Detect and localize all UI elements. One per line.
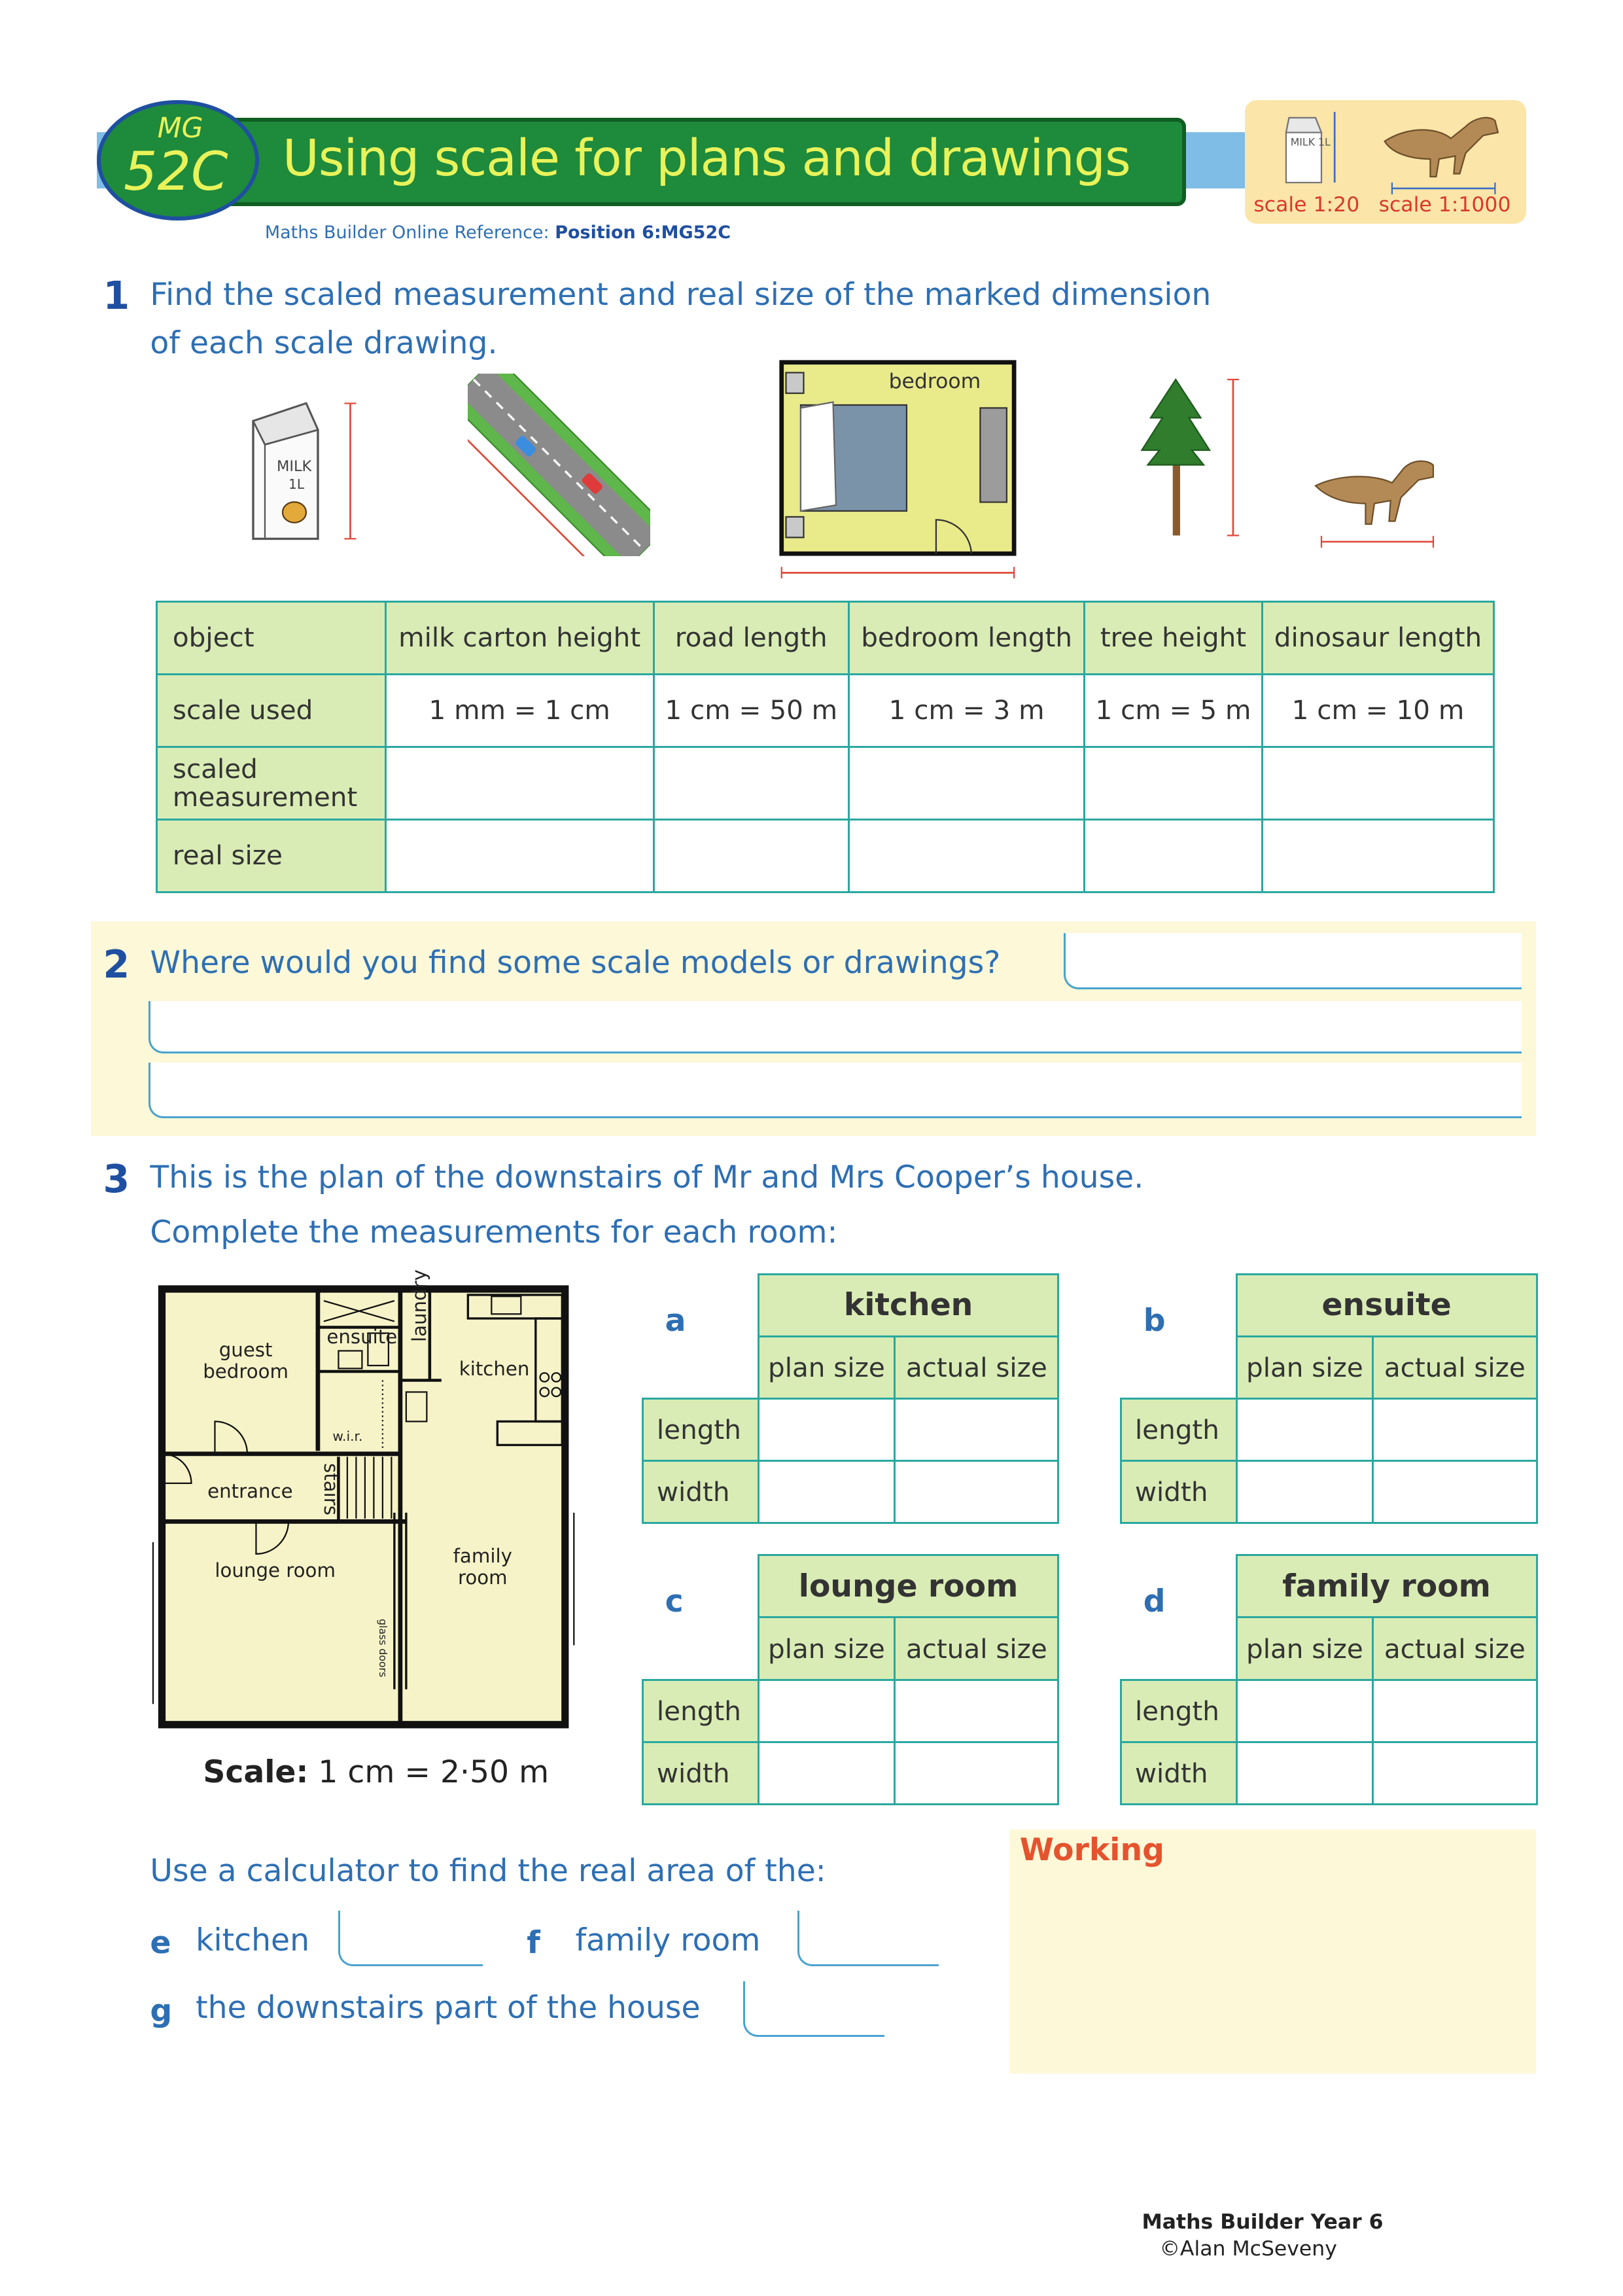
- road-drawing: [468, 374, 650, 556]
- object-dinosaur: dinosaur length: [1262, 601, 1494, 674]
- answer-cell[interactable]: [1373, 1742, 1537, 1804]
- reference-value: Position 6:MG52C: [555, 222, 731, 243]
- question-3-text-line2: Complete the measurements for each room:: [150, 1214, 838, 1250]
- answer-box-family-room-area[interactable]: [797, 1911, 939, 1966]
- question-3-text-line1: This is the plan of the downstairs of Mr and Mrs Cooper’s house.: [150, 1159, 1144, 1196]
- part-g-text: the downstairs part of the house: [196, 1990, 701, 2026]
- scale-dinosaur: 1 cm = 10 m: [1262, 674, 1494, 747]
- table-row-object: [157, 601, 1494, 674]
- part-f-letter: f: [527, 1925, 540, 1962]
- scale-milk-carton: 1 mm = 1 cm: [385, 674, 654, 747]
- row-label-object: object: [157, 601, 385, 674]
- answer-cell[interactable]: [848, 747, 1084, 819]
- bedroom-label: bedroom: [888, 369, 981, 393]
- room-title-ensuite: ensuite: [1236, 1274, 1537, 1336]
- footer-copyright: ©Alan McSeveny: [1159, 2236, 1337, 2261]
- answer-cell[interactable]: [1236, 1742, 1373, 1804]
- answer-cell[interactable]: [654, 819, 848, 892]
- question-1-text-line1: Find the scaled measurement and real size of the marked dimension: [150, 276, 1212, 313]
- plan-scale-label: Scale:: [203, 1754, 309, 1791]
- part-e-letter: e: [150, 1925, 171, 1962]
- col-plan-size: plan size: [1236, 1617, 1373, 1680]
- row-label-scaled-measurement: scaled measurement: [157, 747, 385, 819]
- answer-cell[interactable]: [758, 1461, 895, 1523]
- row-width: width: [1121, 1461, 1236, 1523]
- question-2-number: 2: [103, 942, 130, 987]
- answer-cell[interactable]: [1262, 747, 1494, 819]
- room-letter-a: a: [665, 1302, 686, 1339]
- badge-code: 52C: [123, 141, 228, 203]
- col-plan-size: plan size: [758, 1617, 895, 1680]
- answer-cell[interactable]: [1373, 1461, 1537, 1523]
- room-table-kitchen: [642, 1273, 1060, 1525]
- object-milk-carton: milk carton height: [385, 601, 654, 674]
- row-width: width: [1121, 1742, 1236, 1804]
- answer-cell[interactable]: [1373, 1399, 1537, 1461]
- room-table-family-room: [1120, 1554, 1538, 1805]
- answer-line[interactable]: [148, 1001, 1522, 1054]
- col-actual-size: actual size: [1373, 1336, 1537, 1398]
- answer-line[interactable]: [148, 1063, 1522, 1118]
- answer-cell[interactable]: [385, 819, 654, 892]
- scale-road: 1 cm = 50 m: [654, 674, 848, 747]
- part-g-letter: g: [150, 1992, 173, 2029]
- table-row-scaled-measurement: [157, 747, 1494, 819]
- answer-cell[interactable]: [758, 1680, 895, 1742]
- scale-tree: 1 cm = 5 m: [1085, 674, 1262, 747]
- plan-label-stairs: stairs: [319, 1462, 342, 1515]
- answer-cell[interactable]: [385, 747, 654, 819]
- dinosaur-drawing: [1310, 453, 1442, 554]
- scale-label-left: scale 1:20: [1253, 192, 1360, 217]
- answer-cell[interactable]: [1236, 1680, 1373, 1742]
- room-table-ensuite: [1120, 1273, 1538, 1525]
- question-1-number: 1: [103, 274, 130, 319]
- answer-cell[interactable]: [1373, 1680, 1537, 1742]
- col-actual-size: actual size: [1373, 1617, 1537, 1680]
- plan-label-lounge-room: lounge room: [215, 1559, 336, 1582]
- room-title-lounge-room: lounge room: [758, 1555, 1058, 1617]
- scale-label-right: scale 1:1000: [1378, 192, 1511, 217]
- plan-label-entrance: entrance: [207, 1479, 293, 1502]
- milk-label: MILK: [276, 457, 312, 475]
- room-letter-d: d: [1143, 1583, 1166, 1620]
- object-bedroom: bedroom length: [848, 601, 1084, 674]
- tree-drawing: [1133, 374, 1251, 541]
- question-1-text-line2: of each scale drawing.: [150, 325, 498, 362]
- answer-line[interactable]: [1064, 933, 1522, 989]
- plan-scale: [203, 1754, 549, 1790]
- plan-label-wir: w.i.r.: [332, 1428, 363, 1445]
- footer-book-title: Maths Builder Year 6: [1142, 2210, 1384, 2234]
- row-length: length: [1121, 1399, 1236, 1461]
- col-plan-size: plan size: [1236, 1336, 1373, 1398]
- plan-label-kitchen: kitchen: [459, 1358, 530, 1381]
- row-width: width: [642, 1742, 758, 1804]
- room-title-kitchen: kitchen: [758, 1274, 1058, 1336]
- answer-cell[interactable]: [1236, 1399, 1373, 1461]
- answer-cell[interactable]: [895, 1461, 1058, 1523]
- room-title-family-room: family room: [1236, 1555, 1537, 1617]
- milk-volume: 1L: [288, 476, 305, 492]
- row-length: length: [1121, 1680, 1236, 1742]
- table-row-scale: [157, 674, 1494, 747]
- part-f-text: family room: [575, 1922, 761, 1958]
- answer-cell[interactable]: [758, 1742, 895, 1804]
- answer-box-kitchen-area[interactable]: [338, 1911, 482, 1966]
- row-length: length: [642, 1680, 758, 1742]
- room-letter-b: b: [1143, 1302, 1166, 1339]
- answer-cell[interactable]: [1085, 747, 1262, 819]
- plan-label-ensuite: ensuite: [326, 1325, 398, 1348]
- answer-cell[interactable]: [1236, 1461, 1373, 1523]
- scale-drawings-table: [156, 601, 1495, 893]
- answer-box-house-area[interactable]: [743, 1981, 884, 2037]
- object-tree: tree height: [1085, 601, 1262, 674]
- part-e-text: kitchen: [196, 1922, 309, 1958]
- working-label: Working: [1019, 1832, 1164, 1869]
- page-title: Using scale for plans and drawings: [282, 129, 1130, 188]
- answer-cell[interactable]: [1085, 819, 1262, 892]
- room-table-lounge-room: [642, 1554, 1060, 1805]
- row-width: width: [642, 1461, 758, 1523]
- object-road: road length: [654, 601, 848, 674]
- scale-bedroom: 1 cm = 3 m: [848, 674, 1084, 747]
- answer-cell[interactable]: [654, 747, 848, 819]
- question-3-number: 3: [103, 1156, 130, 1201]
- col-plan-size: plan size: [758, 1336, 895, 1398]
- answer-cell[interactable]: [1262, 819, 1494, 892]
- milk-carton-drawing: [236, 395, 368, 548]
- plan-label-glass-doors: glass doors: [376, 1619, 389, 1678]
- badge-mg: MG: [157, 111, 203, 145]
- table-row-real-size: [157, 819, 1494, 892]
- col-actual-size: actual size: [895, 1336, 1058, 1398]
- row-length: length: [642, 1399, 758, 1461]
- calculator-instruction: Use a calculator to find the real area of the:: [150, 1852, 826, 1889]
- answer-cell[interactable]: [848, 819, 1084, 892]
- answer-cell[interactable]: [895, 1399, 1058, 1461]
- online-reference: Maths Builder Online Reference: Position 6:MG52C: [264, 222, 731, 243]
- question-2-text: Where would you find some scale models or drawings?: [150, 945, 1001, 981]
- row-label-real-size: real size: [157, 819, 385, 892]
- row-label-scale-used: scale used: [157, 674, 385, 747]
- answer-cell[interactable]: [758, 1399, 895, 1461]
- plan-scale-value: 1 cm = 2·50 m: [318, 1754, 550, 1791]
- answer-cell[interactable]: [895, 1680, 1058, 1742]
- plan-label-guest-bedroom: guest bedroom: [203, 1338, 288, 1383]
- col-actual-size: actual size: [895, 1617, 1058, 1680]
- room-letter-c: c: [665, 1583, 684, 1620]
- mini-carton-text: MILK 1L: [1290, 135, 1331, 149]
- answer-cell[interactable]: [895, 1742, 1058, 1804]
- plan-label-laundry: laundry: [408, 1269, 431, 1343]
- plan-label-family-room: family room: [453, 1544, 512, 1589]
